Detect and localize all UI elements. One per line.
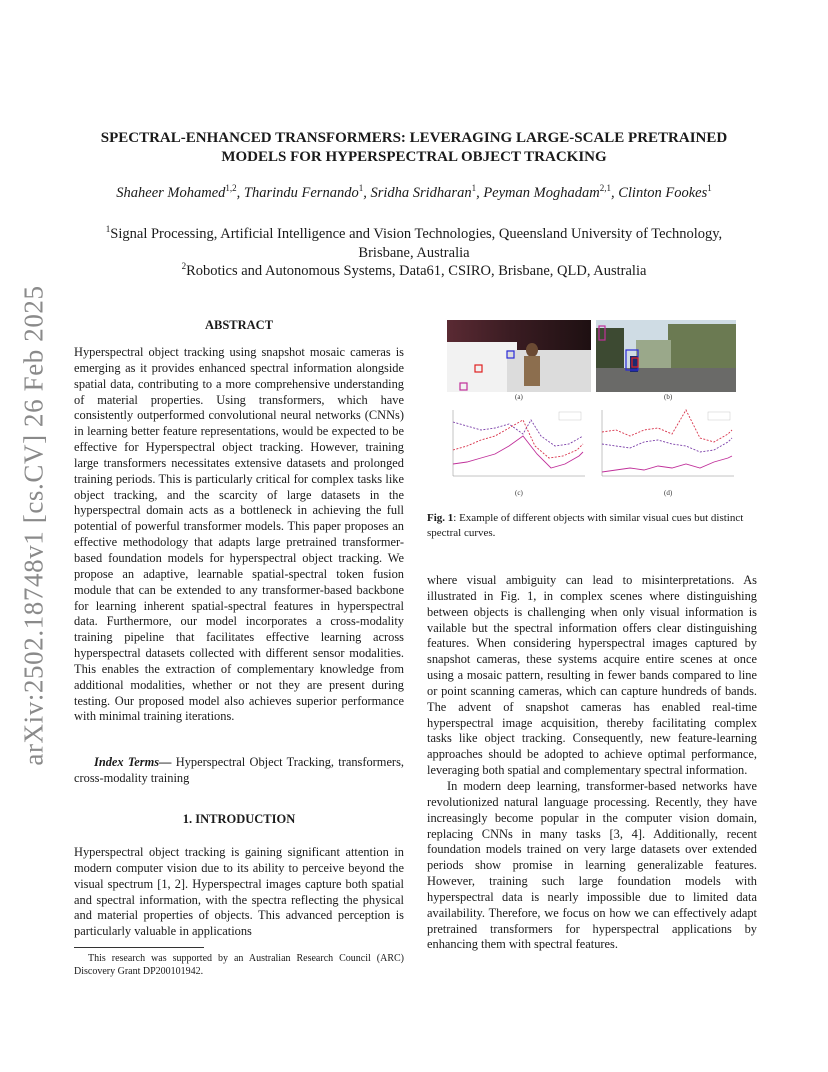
abstract-text: Hyperspectral object tracking using snapshot mosaic cameras is emerging as it provides enhanced spectral information alongside spatial data, contributing to a more comprehensive understanding of material properties. Using transformers, which have consistently outperformed convolutional neural networks (CNNs) in learning better feature representations, would be expected to be effective for Hyperspectral object tracking. However, training large transformers necessitates extensive datasets and prolonged training periods. This is particularly critical for complex tasks like object tracking, and the scarcity of large datasets in the hyperspectral domain acts as a bottleneck in achieving the full potential of powerful transformer models. This paper proposes an effective methodology that adapts large pretrained transformer-based foundation models for hyperspectral object tracking. We propose an adaptive, learnable spatial-spectral token fusion module that can be extended to any transformer-based backbone for learning inherent spatial-spectral features in hyperspectral data. Furthermore, our model incorporates a cross-modality training pipeline that facilitates effective learning across hyperspectral datasets collected with different sensor modalities. This enables the extraction of complementary knowledge from additional modalities, whether or not they are present during testing. Our proposed model also achieves superior performance with minimal training iterations.: [74, 345, 404, 724]
author-name: Shaheer Mohamed: [116, 185, 226, 201]
author-name: Peyman Moghadam: [483, 185, 600, 201]
index-terms-text: Hyperspectral Object Tracking, transformers, cross-modality training: [74, 755, 404, 785]
affiliation-1-mark: 1: [105, 224, 111, 234]
figure-panel-b-label: (b): [664, 393, 673, 401]
caption-text: : Example of different objects with similar visual cues but distinct spectral curves.: [427, 512, 744, 539]
author-list: Shaheer Mohamed$^{1,2}$, Tharindu Fernando$^1$, Sridha Sridharan$^1$, Peyman Moghadam$^{2,1}$, Clinton Fookes$^1$: [116, 183, 712, 201]
intro-heading: 1. INTRODUCTION: [182, 812, 296, 826]
figure-panel-c-plot: [447, 406, 589, 484]
affiliation-1: [70, 225, 758, 263]
figure-panel-a-photo: [447, 320, 591, 392]
intro-left-text: Hyperspectral object tracking is gaining significant attention in modern computer vision due to its ability to perceive beyond the visual spectrum [1, 2]. Hyperspectral images capture both spatial and spectral information, with the spectra reflecting the physical and material properties of objects. This advanced perception is particularly valuable in applications: [74, 845, 404, 939]
figure-panel-b-photo: [596, 320, 736, 392]
author-affil: 1,2: [225, 183, 237, 193]
affiliation-1-line-2: Brisbane, Australia: [358, 245, 470, 261]
affiliation-2: [70, 262, 758, 281]
intro-right-body: [427, 573, 757, 953]
figure-1-caption: [427, 511, 760, 541]
affiliation-1-line-1: Signal Processing, Artificial Intelligence and Vision Technologies, Queensland University of Technology,: [110, 226, 723, 242]
affiliation-2-mark: 2: [181, 261, 187, 271]
affiliation-2-text: Robotics and Autonomous Systems, Data61, CSIRO, Brisbane, QLD, Australia: [186, 263, 647, 279]
author-affil: 1: [707, 183, 712, 193]
author-name: Clinton Fookes: [618, 185, 708, 201]
figure-panel-c-label: (c): [515, 489, 523, 497]
author-affil: 2,1: [599, 183, 611, 193]
figure-panel-a-label: (a): [515, 393, 523, 401]
caption-label: Fig. 1: [427, 512, 454, 524]
abstract-heading: ABSTRACT: [204, 318, 274, 332]
title-line-2: MODELS FOR HYPERSPECTRAL OBJECT TRACKING: [221, 149, 607, 165]
footnote-rule: [74, 947, 204, 948]
intro-right-para-2: In modern deep learning, transformer-based networks have revolutionized natural language processing. Recently, they have increasingly become popular in the computer vision domain, replacing CNNs in many tasks [3, 4]. Additionally, recent foundation models trained on very large datasets over extended periods show promise in learning generalizable features. However, training such large foundation models with hyperspectral data is nearly impossible due to limited data availability. Therefore, we focus on how we can effectively adapt pretrained transformers for hyperspectral applications by enhancing them with spectral features.: [427, 778, 757, 952]
abstract-body: [74, 345, 404, 725]
author-affil: 1: [358, 183, 364, 193]
figure-panel-d-plot: [596, 406, 738, 484]
paper-title: [70, 129, 758, 167]
intro-left-body: [74, 845, 404, 940]
footnote: [74, 952, 404, 978]
title-line-1: SPECTRAL-ENHANCED TRANSFORMERS: LEVERAGING LARGE-SCALE PRETRAINED: [100, 130, 728, 146]
author-affil: 1: [471, 183, 477, 193]
figure-panel-d-label: (d): [664, 489, 673, 497]
intro-right-para-1: where visual ambiguity can lead to misinterpretations. As illustrated in Fig. 1, in complex scenes where distinguishing between objects is challenging when only visual information is vailable but the spectral information offers clear distinguishing features. When considering hyperspectral images captured by snapshot cameras, these systems acquire entire scenes at once using a mosaic pattern, resulting in fewer bands compared to line or point scanning cameras, which can capture hundreds of bands. The advent of snapshot cameras has enabled real-time hyperspectral image acquisition, thereby facilitating complex tasks like object tracking. Consequently, new feature-learning approaches should be adopted to achieve optimal performance, leveraging both spatial and complementary spectral information.: [427, 573, 757, 778]
index-terms-label: Index Terms—: [94, 755, 172, 769]
arxiv-stamp: [4, 284, 64, 766]
author-name: Sridha Sridharan: [370, 185, 472, 201]
author-name: Tharindu Fernando: [243, 185, 359, 201]
arxiv-stamp-text: arXiv:2502.18748v1 [cs.CV] 26 Feb 2025: [18, 284, 49, 766]
figure-1: [447, 320, 767, 500]
footnote-text: This research was supported by an Australian Research Council (ARC) Discovery Grant DP200101942.: [74, 953, 404, 977]
index-terms: [74, 755, 404, 787]
